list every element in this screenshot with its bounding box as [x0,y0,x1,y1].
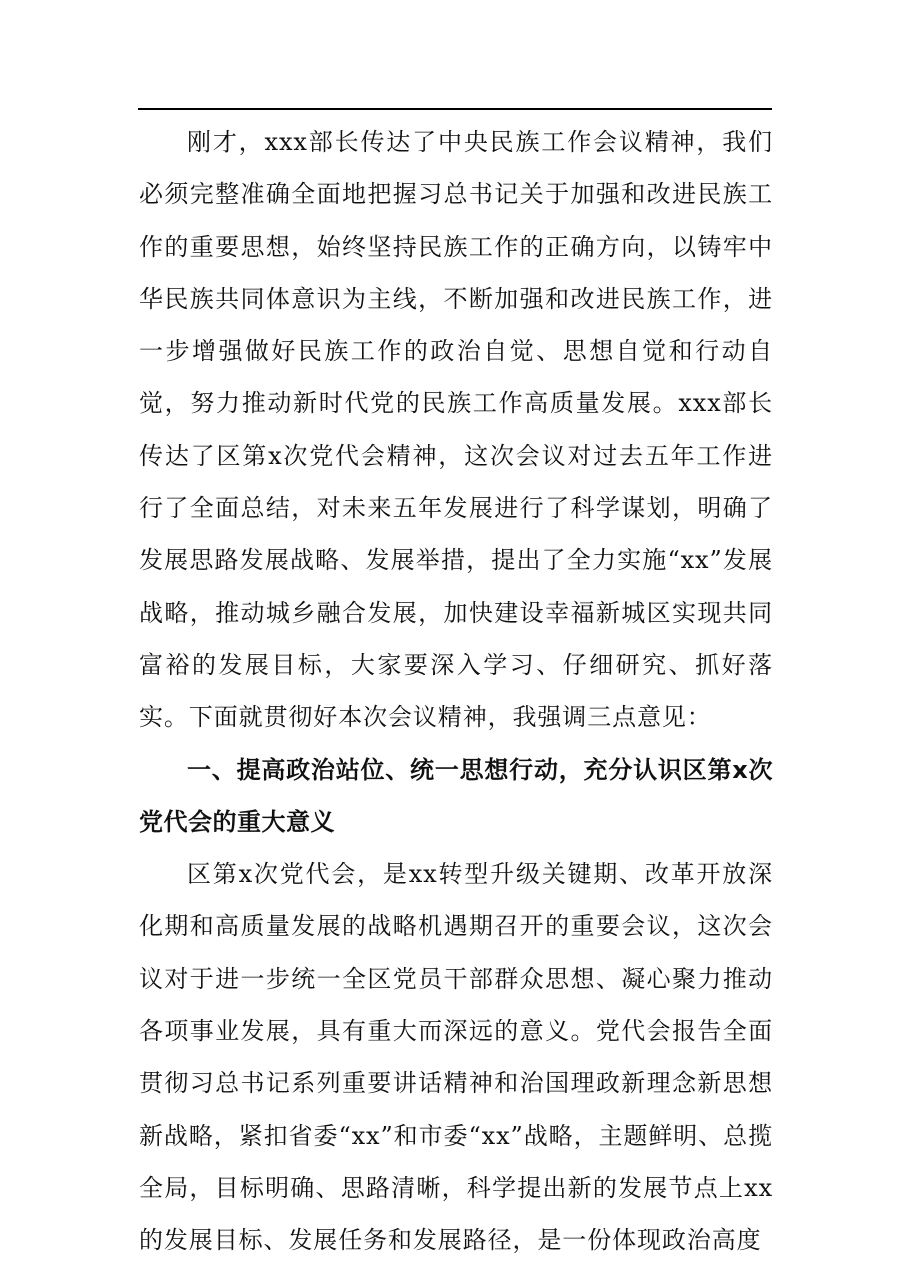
section-1-paragraph: 区第x次党代会，是xx转型升级关键期、改革开放深化期和高质量发展的战略机遇期召开的重要会议，这次会议对于进一步统一全区党员干部群众思想、凝心聚力推动各项事业发展，具有重大而深远的意义。党代会报告全面贯彻习总书记系列重要讲话精神和治国理政新理念新思想新战略，紧扣省委“xx”和市委“xx”战略，主题鲜明、总揽全局，目标明确、思路清晰，科学提出新的发展节点上xx的发展目标、发展任务和发展路径，是一份体现政治高度 [139,860,773,1255]
header-rule [138,108,772,110]
intro-paragraph: 刚才，xxx部长传达了中央民族工作会议精神，我们必须完整准确全面地把握习总书记关于加强和改进民族工作的重要思想，始终坚持民族工作的正确方向，以铸牢中华民族共同体意识为主线，不断加强和改进民族工作，进一步增强做好民族工作的政治自觉、思想自觉和行动自觉，努力推动新时代党的民族工作高质量发展。xxx部长传达了区第x次党代会精神，这次会议对过去五年工作进行了全面总结，对未来五年发展进行了科学谋划，明确了发展思路发展战略、发展举措，提出了全力实施“xx”发展战略，推动城乡融合发展，加快建设幸福新城区实现共同富裕的发展目标，大家要深入学习、仔细研究、抓好落实。下面就贯彻好本次会议精神，我强调三点意见： [139,128,773,732]
document-body [139,116,773,1267]
section-heading-1: 一、提高政治站位、统一思想行动，充分认识区第x次党代会的重大意义 [139,755,773,836]
